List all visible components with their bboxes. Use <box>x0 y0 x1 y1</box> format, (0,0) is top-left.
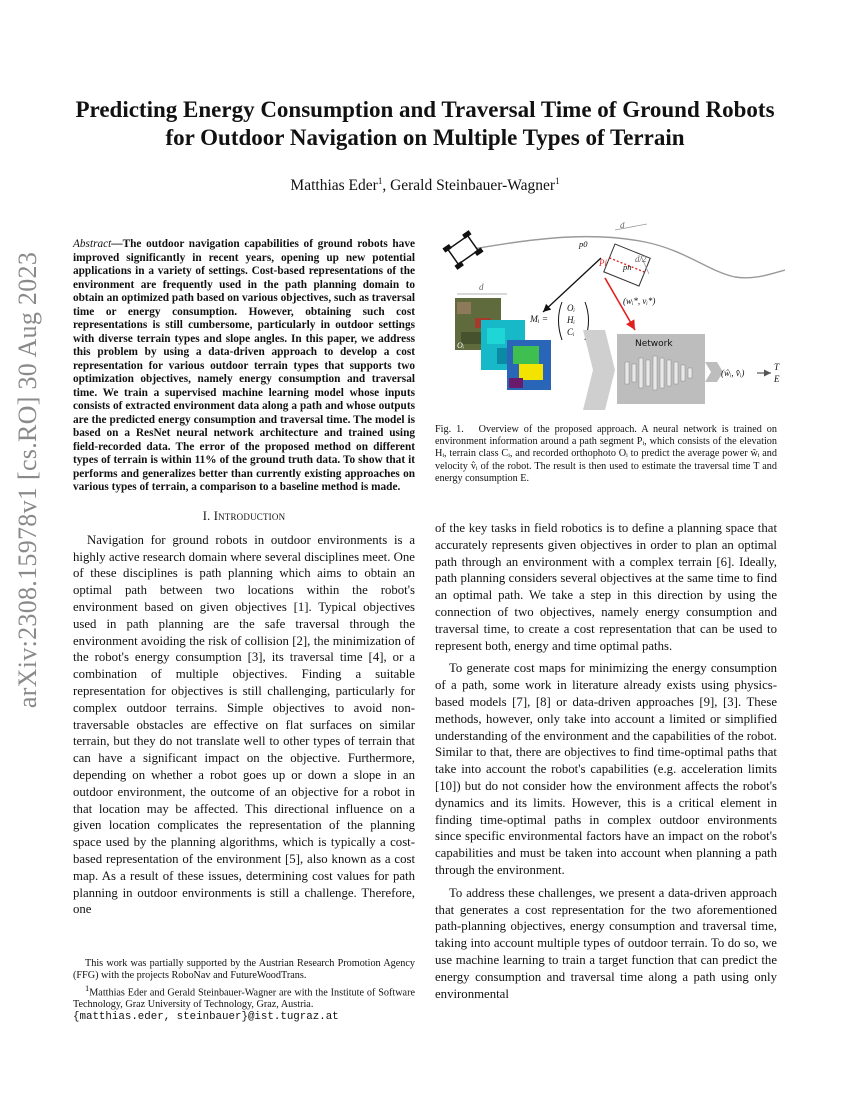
author-2: Gerald Steinbauer-Wagner <box>390 177 556 195</box>
label-pn: pn <box>623 262 632 272</box>
author-1-affiliation: 1 <box>377 176 383 186</box>
label-p0: p0 <box>579 239 588 249</box>
input-chevron <box>583 330 615 410</box>
label-d-half: d/2 <box>635 254 647 264</box>
abstract <box>73 238 415 495</box>
figure-1-diagram <box>435 222 785 410</box>
section-heading-introduction <box>73 509 415 524</box>
left-column <box>73 227 415 918</box>
vector-hi: Hᵢ <box>567 315 575 325</box>
label-mi: Mᵢ = <box>530 315 549 325</box>
intro-paragraph-continued: of the key tasks in field robotics is to define a planning space that accurately represents given objectives in order to plan an optimal path through an environment with a complex terrain [6]. Ideally, path planning considers several objectives at the same time to find an optimal path. We take a step in this direction by using the connection of two objectives, namely energy consumption and traversal time, to create a cost representation that can be used to represent both, energy and time optimal paths. <box>435 521 777 653</box>
vector-oi: Oᵢ <box>567 303 575 313</box>
robot-icon <box>442 230 483 270</box>
author-2-affiliation: 1 <box>555 176 560 186</box>
email-addresses: {matthias.eder, steinbauer}@ist.tugraz.at <box>73 1011 339 1024</box>
author-list <box>60 176 790 195</box>
figure-1 <box>435 222 785 410</box>
arxiv-stamp <box>8 251 48 709</box>
title-line-2: for Outdoor Navigation on Multiple Types of Terrain <box>165 125 685 150</box>
label-pi: Pi <box>599 258 607 268</box>
abstract-label: Abstract <box>73 238 112 251</box>
author-1: Matthias Eder <box>290 177 378 195</box>
vector-bracket-left <box>559 302 563 340</box>
section-numeral: I. <box>202 508 214 523</box>
title-line-1: Predicting Energy Consumption and Traversal Time of Ground Robots <box>75 97 775 122</box>
label-output: (ŵᵢ, v̂ᵢ) <box>721 368 745 378</box>
caption-label: Fig. 1. <box>435 424 464 435</box>
intro-paragraph-2: To generate cost maps for minimizing the energy consumption of a path, some work in literature already exists using physics-based models [7], [8] or data-driven approaches [9], [3]. These methods, however, only take into account a limited or simplified understanding of the environment and the capabilities of the robot. Similar to that, there are objectives to find time-optimal paths that take into account the robot's capabilities (e.g. acceleration limits [10]) but do not consider how the environment affects the robot's dynamics and its limits. However, this is a critical element in finding time-optimal paths in complex outdoor environments since specific environmental factors have an impact on the robot's capabilities and must be taken into account when planning a path through the environment. <box>435 661 777 877</box>
label-e: E <box>774 374 780 384</box>
intro-paragraph-3: To address these challenges, we present a data-driven approach that generates a cost representation for the two aforementioned path-planning objectives, energy consumption and traversal time, taking into account multiple types of outdoor terrain. To do so, we use machine learning to train a target function that can predict the energy consumption and traversal time along a path using only environmental <box>435 885 777 1001</box>
label-t: T <box>774 362 780 372</box>
path-curve <box>455 237 785 278</box>
author-separator: , <box>382 177 391 195</box>
affiliation-footnote <box>73 982 415 1011</box>
affiliation-text: Matthias Eder and Gerald Steinbauer-Wagner are with the Institute of Software Technology, Graz University of Technology, Graz, Austria. <box>73 987 415 1011</box>
section-title: Introduction <box>213 508 286 523</box>
vector-ci: Cᵢ <box>567 327 575 337</box>
caption-text: Overview of the proposed approach. A neural network is trained on environment information around a path segment Pᵢ, which consists of the elevation Hᵢ, terrain class Cᵢ, and recorded orthophoto Oᵢ to predict the average power ŵᵢ and velocity v̂ᵢ of the robot. The result is then used to estimate the traversal time T and energy consumption E. <box>435 424 777 484</box>
funding-footnote: This work was partially supported by the Austrian Research Promotion Agency (FFG) with the projects RoboNav and FutureWoodTrans. <box>73 958 415 981</box>
network-label: Network <box>635 339 673 349</box>
abstract-text: The outdoor navigation capabilities of ground robots have improved significantly in recent years, opening up new potential applications in a variety of settings. Cost-based representations of the environment are frequently used in the path planning domain to obtain an optimized path based on various objectives, such as traversal time or energy consumption. However, obtaining such cost representations is still cumbersome, particularly in outdoor settings with diverse terrain types and slope angles. In this paper, we address this problem by using a data-driven approach to develop a cost representation for various outdoor terrain types that supports two optimization objectives, namely energy consumption and traversal time. We train a supervised machine learning model whose inputs consists of extracted environment data along a path and whose outputs are the predicted energy consumption and traversal time. The model is based on a ResNet neural network architecture and trained using field-recorded data. The error of the proposed method on different types of terrain is within 11% of the ground truth data. To show that it performs and generalizes better than currently existing approaches on various types of terrain, a comparison to a baseline method is made. <box>73 238 415 494</box>
affiliation-marker: 1 <box>85 983 90 993</box>
label-d-left: d <box>479 282 484 292</box>
footnotes <box>73 958 415 1023</box>
right-column <box>435 520 777 1002</box>
label-velocity: (wᵢ*, vᵢ*) <box>623 296 656 306</box>
arxiv-stamp-text: arXiv:2308.15978v1 [cs.RO] 30 Aug 2023 <box>13 251 42 709</box>
paper-title <box>60 96 790 152</box>
intro-paragraph-1: Navigation for ground robots in outdoor environments is a highly active research domain where several disciplines meet. One of these disciplines is path planning which aims to obtain an optimal path between two locations within the robot's environment based on given objectives [1]. Typical objectives used in path planning are the safe traversal through the environment avoiding the risk of collision [2], the minimization of the robot's energy consumption [3], its traversal time [4], or a combination of multiple objectives. Finding a suitable representation for objectives is still challenging, particularly for complex outdoor terrains. Simple objectives to avoid non-traversable obstacles are effective on flat surfaces on similar terrain, but they do not translate well to other types of terrain that can have a significant impact on the objective. Furthermore, depending on whether a robot goes up or down a slope in an outdoor environment, the outcome of an objective for a robot in that location may be affected. This directional influence on a given location complicates the representation of the planning space used by the planning algorithms, which is typically a cost-based representation of the environment [5], also known as a cost map. As a result of these issues, determining cost values for path planning in outdoor environments is still a challenge. Therefore, one <box>73 532 415 917</box>
abstract-dash: — <box>111 238 123 251</box>
label-oi-tile: Oᵢ <box>457 341 465 350</box>
label-d-top: d <box>620 222 625 230</box>
figure-1-caption <box>435 424 777 485</box>
